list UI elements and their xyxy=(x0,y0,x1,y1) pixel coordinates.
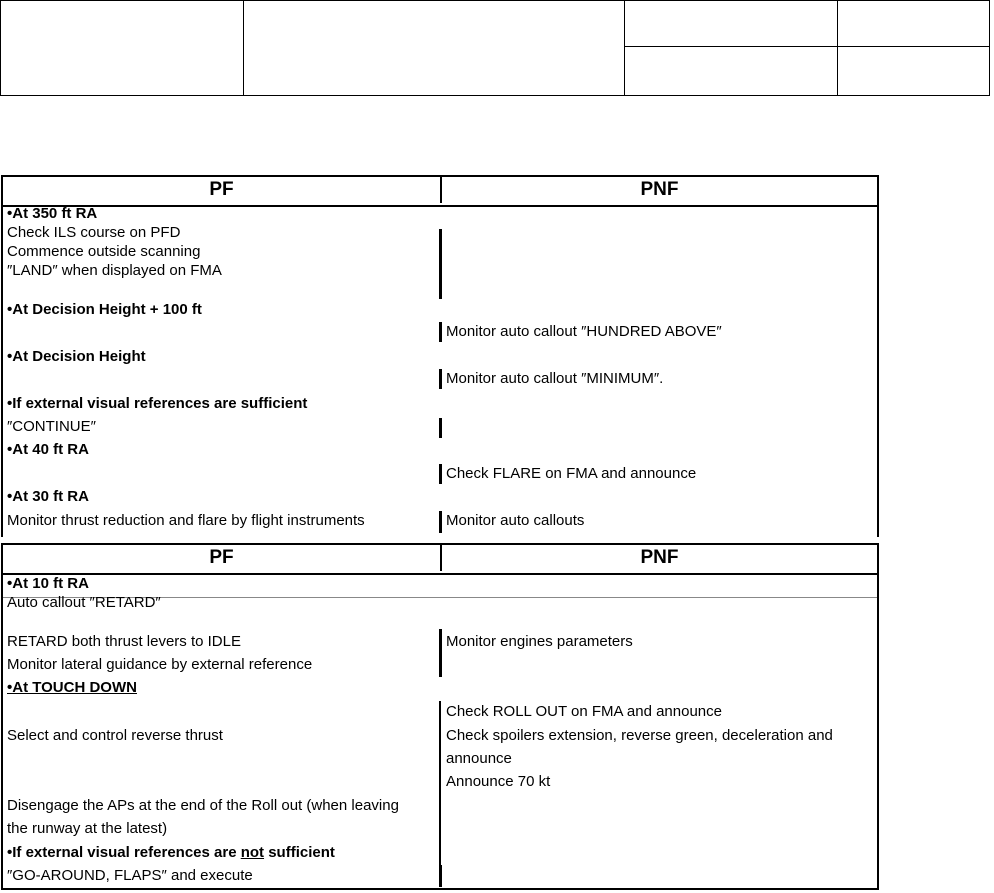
step-heading: •At 30 ft RA xyxy=(7,488,89,505)
pnf-action: announce xyxy=(446,750,512,767)
step-heading: •At 10 ft RA xyxy=(7,575,89,592)
column-separator xyxy=(439,464,442,484)
pf-action: Disengage the APs at the end of the Roll out (when leaving xyxy=(7,797,399,814)
pnf-action-text: Check xyxy=(446,465,493,482)
column-header-pnf: PNF xyxy=(640,179,679,200)
column-separator xyxy=(439,229,442,299)
header-divider xyxy=(837,0,838,96)
header-divider xyxy=(243,0,244,96)
column-separator xyxy=(439,629,442,677)
step-heading: •At 40 ft RA xyxy=(7,441,89,458)
header-divider xyxy=(624,46,990,47)
pnf-action xyxy=(446,465,696,483)
step-heading: •At Decision Height + 100 ft xyxy=(7,301,202,318)
column-separator xyxy=(439,511,442,533)
column-separator xyxy=(439,369,442,389)
pf-action: Auto callout ″RETARD″ xyxy=(7,594,161,611)
pf-action: Monitor lateral guidance by external reference xyxy=(7,656,313,673)
pf-action: Monitor thrust reduction and flare by flight instruments xyxy=(7,512,365,529)
table-header-row xyxy=(3,177,877,207)
pnf-action: Monitor engines parameters xyxy=(446,633,633,650)
pnf-action: Monitor auto callouts xyxy=(446,512,585,529)
step-heading-text: sufficient xyxy=(264,844,335,861)
fma-mode: ROLL OUT xyxy=(492,703,567,720)
column-separator xyxy=(439,418,442,438)
emphasis: not xyxy=(240,844,265,861)
pf-action: ″GO-AROUND, FLAPS″ and execute xyxy=(7,867,253,884)
pnf-action: Announce 70 kt xyxy=(446,773,551,790)
column-header-pf: PF xyxy=(209,179,234,200)
column-separator xyxy=(439,701,441,865)
pf-action-key: RETARD xyxy=(7,633,68,650)
step-heading-text: •If external visual references are xyxy=(7,844,241,861)
column-header-pnf: PNF xyxy=(640,547,679,568)
pnf-action-text: on FMA and announce xyxy=(541,465,697,482)
pf-action-text: both thrust levers to xyxy=(67,633,208,650)
pnf-action: Monitor auto callout ″MINIMUM″. xyxy=(446,370,664,387)
table-header-row xyxy=(3,545,877,575)
pf-action: ″LAND″ when displayed on FMA xyxy=(7,262,222,279)
step-heading: •At TOUCH DOWN xyxy=(7,679,137,696)
pf-action: Commence outside scanning xyxy=(7,243,201,260)
pnf-action xyxy=(446,703,722,721)
pf-action: Select and control reverse thrust xyxy=(7,727,223,744)
pnf-action: Monitor auto callout ″HUNDRED ABOVE″ xyxy=(446,323,722,340)
step-heading: •If external visual references are sufficient xyxy=(7,395,308,412)
pf-action: ″CONTINUE″ xyxy=(7,418,96,435)
step-heading xyxy=(7,844,335,862)
step-heading: •At 350 ft RA xyxy=(7,205,98,222)
pf-action xyxy=(7,633,241,651)
column-separator xyxy=(439,865,442,887)
pf-action: Check ILS course on PFD xyxy=(7,224,181,241)
step-heading: •At Decision Height xyxy=(7,348,146,365)
fma-mode: FLARE xyxy=(492,465,542,482)
header-divider xyxy=(624,0,625,96)
pnf-action-text: on FMA and announce xyxy=(566,703,722,720)
header-grid xyxy=(0,0,990,96)
pnf-action-text: Check xyxy=(446,703,493,720)
pf-action: the runway at the latest) xyxy=(7,820,168,837)
pnf-action: Check spoilers extension, reverse green, deceleration and xyxy=(446,727,833,744)
column-header-pf: PF xyxy=(209,547,234,568)
pf-action-key: IDLE xyxy=(207,633,241,650)
column-separator xyxy=(439,322,442,342)
